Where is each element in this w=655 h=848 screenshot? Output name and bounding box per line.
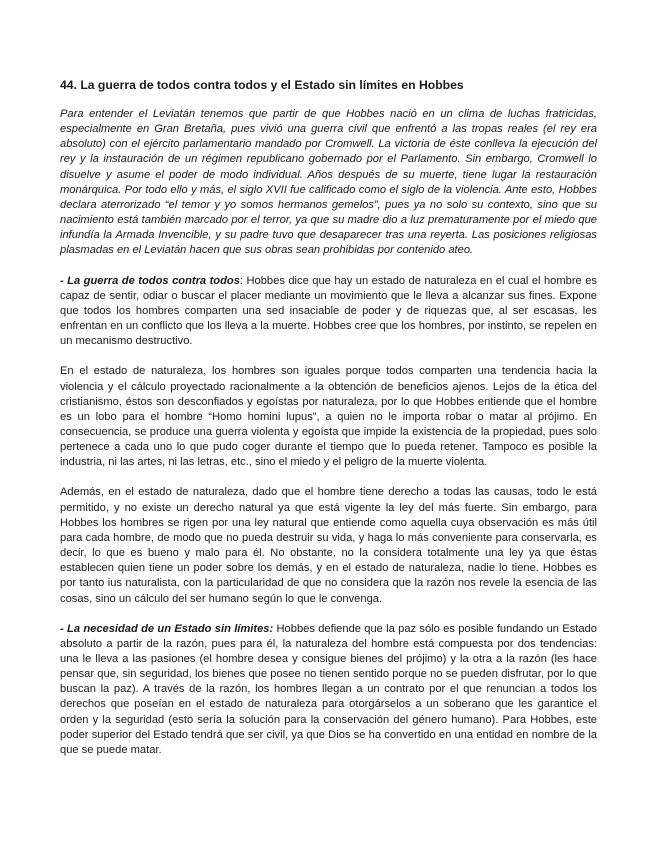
section-unlimited-state-text: Hobbes defiende que la paz sólo es posible fundando un Estado absoluto a partir de la razón, pues para él, la naturaleza del hombre está compuesta por dos tendencias: una le lleva a las pasiones (el hombre desea y consigue bienes del prójimo) y la otra a la razón (les hace pensar que, sin seguridad, los bienes que posee no tienen sentido porque no se pueden disfrutar, por lo que buscan la paz). A través de la razón, los hombres llegan a un contrato por el que renuncian a todos los derechos que poseían en el estado de naturaleza para otorgárselos a un soberano que les garantice el orden y la seguridad (esto sería la solución para la conservación del género humano). Para Hobbes, este poder superior del Estado tendrá que ser civil, ya que Dios se ha convertido en una entidad en nombre de la que se puede matar. xyxy=(60,622,597,756)
intro-paragraph: Para entender el Leviatán tenemos que partir de que Hobbes nació en un clima de luchas fratricidas, especialmente en Gran Bretaña, pues vivió una guerra civil que enfrentó a las tropas reales (el rey era absoluto) con el ejército parlamentario mandado por Cromwell. La victoria de éste conlleva la ejecución del rey y la instauración de un régimen republicano gobernado por el Parlamento. Sin embargo, Cromwell lo disuelve y asume el poder de modo individual. Años después de su muerte, tiene lugar la restauración monárquica. Por todo ello y más, el siglo XVII fue calificado como el siglo de la violencia. Ante esto, Hobbes declara aterrorizado “el temor y yo somos hermanos gemelos”, pues ya no solo su contexto, sino que su nacimiento está también marcado por el terror, ya que su madre dio a luz prematuramente por el miedo que infundía la Armada Invencible, y su padre tuvo que desaparecer tras una reyerta. Las posiciones religiosas plasmadas en el Leviatán hacen que sus obras sean prohibidas por contenido ateo. xyxy=(60,108,597,257)
document-page xyxy=(60,78,597,773)
document-title: 44. La guerra de todos contra todos y el Estado sin límites en Hobbes xyxy=(60,78,464,92)
natural-law-paragraph: Además, en el estado de naturaleza, dado que el hombre tiene derecho a todas las causas, todo le está permitido, y no existe un derecho natural ya que está vigente la ley del más fuerte. Sin embargo, para Hobbes los hombres se rigen por una ley natural que entiende como aquella cuya observación es más útil para cada hombre, de modo que no pueda destruir su vida, y haga lo más conveniente para conservarla, es decir, lo que es bueno y malo para él. No obstante, no la considera totalmente una ley ya que éstas establecen quien tiene un poder sobre los demás, y en el estado de naturaleza, nadie lo tiene. Hobbes es por tanto ius naturalista, con la particularidad de que no considera que la razón nos revele la esencia de las cosas, sino un cálculo del ser humano según lo que le convenga. xyxy=(60,486,597,605)
section-war-of-all-paragraph xyxy=(60,274,597,350)
section-war-of-all-heading: - La guerra de todos contra todos xyxy=(60,274,240,287)
state-of-nature-paragraph: En el estado de naturaleza, los hombres son iguales porque todos comparten una tendencia hacia la violencia y el cálculo proyectado racionalmente a la obtención de beneficios ajenos. Lejos de la ética del cristianismo, éstos son desconfiados y egoístas por naturaleza, por lo que Hobbes entiende que el hombre es un lobo para el hombre “Homo homini lupus”, a quien no le importa robar o matar al prójimo. En consecuencia, se produce una guerra violenta y egoísta que impide la existencia de la propiedad, pues solo pertenece a cada uno lo que pudo coger durante el tiempo que lo pueda retener. Tampoco es posible la industria, ni las artes, ni las letras, etc., sino el miedo y el peligro de la muerte violenta. xyxy=(60,365,597,469)
section-unlimited-state-heading: - La necesidad de un Estado sin límites: xyxy=(60,622,274,635)
section-unlimited-state-paragraph xyxy=(60,622,597,758)
section-war-of-all-text: : Hobbes dice que hay un estado de naturaleza en el cual el hombre es capaz de sentir, odiar o buscar el placer mediante un movimiento que le lleva a alcanzar sus fines. Expone que todos los hombres comparten una sed insaciable de poder y de riquezas que, al ser escasas, les enfrentan en un conflicto que los lleva a la muerte. Hobbes cree que los hombres, por instinto, se repelen en un mecanismo destructivo. xyxy=(60,274,597,348)
